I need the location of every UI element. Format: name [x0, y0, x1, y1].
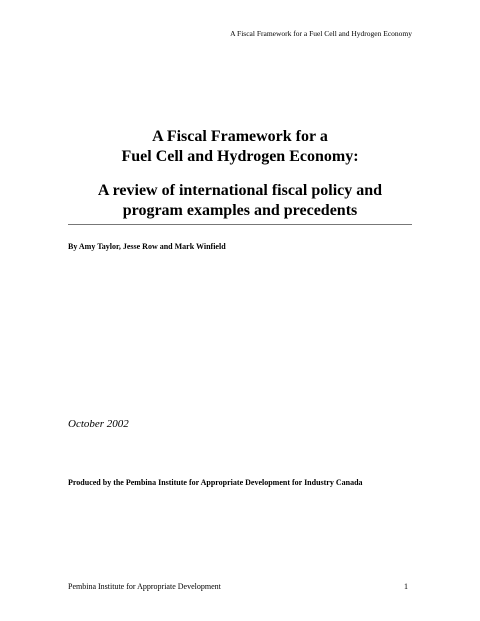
- authors-line: By Amy Taylor, Jesse Row and Mark Winfield: [68, 242, 226, 251]
- produced-by-statement: Produced by the Pembina Institute for Appropriate Development for Industry Canada: [68, 478, 363, 487]
- subtitle-line-1: A review of international fiscal policy and: [97, 182, 383, 199]
- title-line-2: Fuel Cell and Hydrogen Economy:: [121, 148, 359, 165]
- footer-organization: Pembina Institute for Appropriate Development: [68, 582, 221, 591]
- title-divider: [68, 224, 412, 225]
- title-block: [68, 127, 412, 221]
- publication-date: October 2002: [68, 418, 129, 430]
- title-line-1: A Fiscal Framework for a: [152, 128, 328, 145]
- footer-page-number: 1: [404, 582, 408, 591]
- subtitle-line-2: program examples and precedents: [122, 202, 358, 219]
- running-header: A Fiscal Framework for a Fuel Cell and Hydrogen Economy: [230, 29, 412, 38]
